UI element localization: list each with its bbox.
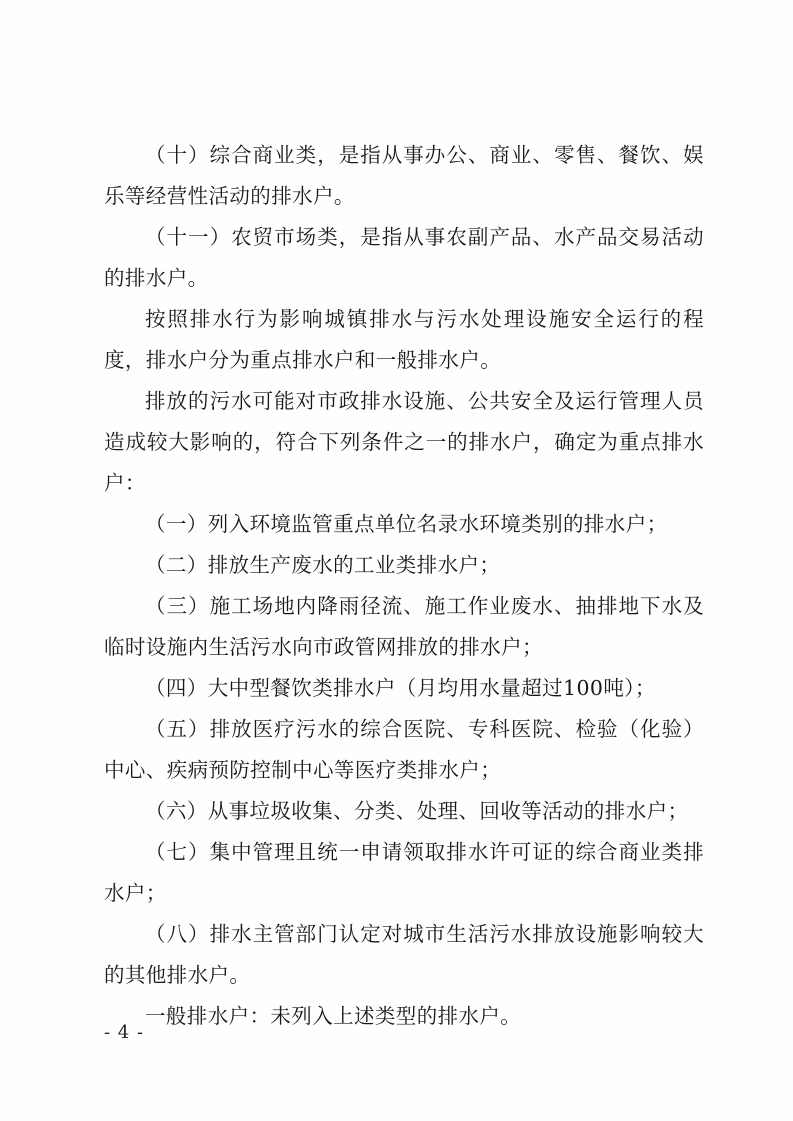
paragraph: 一般排水户：未列入上述类型的排水户。 — [145, 1004, 522, 1028]
paragraph: （二）排放生产废水的工业类排水户； — [145, 553, 501, 577]
paragraph: （一）列入环境监管重点单位名录水环境类别的排水户； — [145, 512, 668, 536]
paragraph: （十）综合商业类，是指从事办公、商业、零售、餐饮、娱乐等经营性活动的排水户。 — [104, 143, 704, 208]
paragraph: 按照排水行为影响城镇排水与污水处理设施安全运行的程度，排水户分为重点排水户和一般排水户。 — [104, 307, 704, 372]
document-body — [104, 135, 704, 1037]
paragraph: （六）从事垃圾收集、分类、处理、回收等活动的排水户； — [145, 799, 689, 823]
paragraph: （四）大中型餐饮类排水户（月均用水量超过100吨）； — [145, 676, 656, 700]
paragraph: （八）排水主管部门认定对城市生活污水排放设施影响较大的其他排水户。 — [104, 922, 704, 987]
page-footer — [104, 1022, 704, 1043]
page-number: - 4 - — [104, 1022, 145, 1043]
paragraph: （五）排放医疗污水的综合医院、专科医院、检验（化验）中心、疾病预防控制中心等医疗类排水户； — [104, 717, 704, 782]
paragraph: 排放的污水可能对市政排水设施、公共安全及运行管理人员造成较大影响的，符合下列条件之一的排水户，确定为重点排水户： — [104, 389, 704, 495]
paragraph: （三）施工场地内降雨径流、施工作业废水、抽排地下水及临时设施内生活污水向市政管网排放的排水户； — [104, 594, 704, 659]
paragraph: （七）集中管理且统一申请领取排水许可证的综合商业类排水户； — [104, 840, 704, 905]
paragraph: （十一）农贸市场类，是指从事农副产品、水产品交易活动的排水户。 — [104, 225, 704, 290]
